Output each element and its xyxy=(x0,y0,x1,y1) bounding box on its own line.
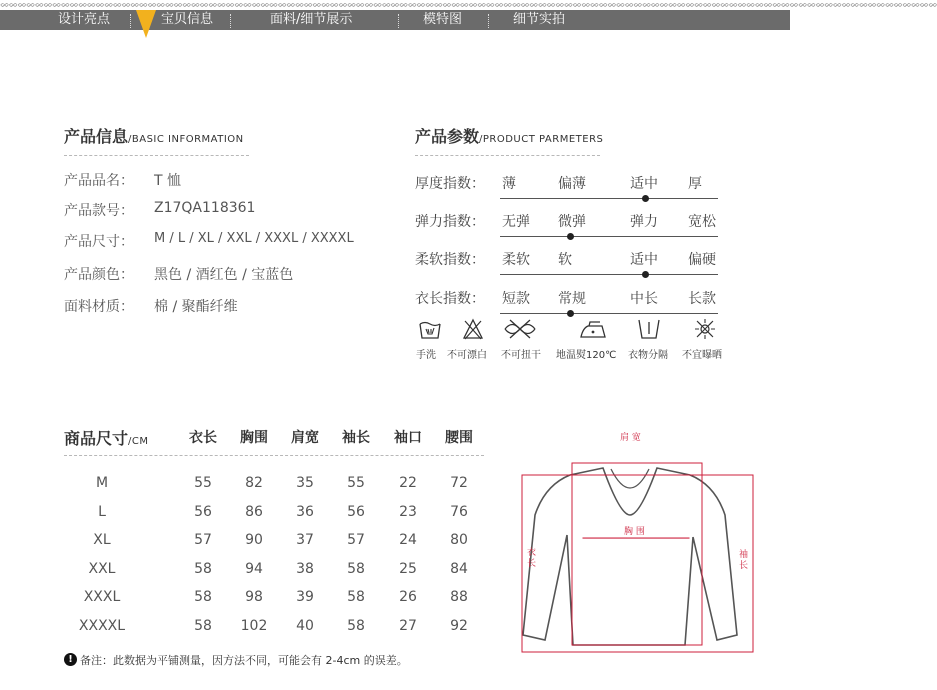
info-row-colors xyxy=(64,264,294,284)
param-option: 弹力 xyxy=(630,214,658,230)
param-scale-line xyxy=(500,313,718,314)
product-info-subtitle: /BASIC INFORMATION xyxy=(128,134,244,145)
column-header: 袖长 xyxy=(342,430,370,446)
table-cell: 94 xyxy=(245,560,263,577)
tab-design-highlights[interactable]: 设计亮点 xyxy=(58,12,111,27)
table-cell: 56 xyxy=(194,503,212,520)
param-option: 厚 xyxy=(688,176,702,192)
tab-detail-photos[interactable]: 细节实拍 xyxy=(513,12,566,27)
shoulder-width-label: 肩 宽 xyxy=(620,433,641,443)
table-cell: 82 xyxy=(245,475,263,491)
param-scale-line xyxy=(500,236,718,237)
param-option: 中长 xyxy=(630,291,658,307)
divider xyxy=(64,155,249,156)
table-cell: 90 xyxy=(245,532,263,548)
info-label: 产品款号： xyxy=(64,203,134,219)
product-info-heading xyxy=(64,124,244,147)
sleeve-length-label: 袖 长 xyxy=(739,550,749,571)
table-cell: 37 xyxy=(296,532,314,548)
tab-product-info[interactable]: 宝贝信息 xyxy=(161,12,214,27)
table-cell: 76 xyxy=(450,503,468,520)
param-option: 偏硬 xyxy=(688,252,716,268)
param-selected-dot xyxy=(642,195,649,202)
info-value: Z17QA118361 xyxy=(154,200,256,216)
info-value: T 恤 xyxy=(154,173,182,189)
param-option: 长款 xyxy=(688,291,716,307)
care-label-separate: 衣物分隔 xyxy=(628,350,668,361)
care-label-no-bleach: 不可漂白 xyxy=(447,350,487,361)
care-icons xyxy=(412,318,732,362)
top-nav-bar xyxy=(0,0,937,30)
table-cell: 98 xyxy=(245,589,263,605)
column-header: 胸围 xyxy=(240,430,268,446)
param-label: 厚度指数： xyxy=(415,176,485,192)
param-option: 薄 xyxy=(502,176,516,192)
param-option: 适中 xyxy=(630,176,658,192)
note-text: 备注：此数据为平铺测量，因方法不同，可能会有 2-4cm 的误差。 xyxy=(80,654,408,667)
product-params-title: 产品参数 xyxy=(415,127,480,146)
iron-icon xyxy=(578,318,608,340)
tab-separator xyxy=(230,14,231,28)
table-cell: 39 xyxy=(296,589,314,605)
size-table-title: 商品尺寸 xyxy=(64,429,129,448)
table-cell: 26 xyxy=(399,589,417,605)
table-cell: 88 xyxy=(450,589,468,605)
table-cell: 86 xyxy=(245,503,263,520)
table-cell: 58 xyxy=(194,617,212,634)
table-cell: 23 xyxy=(399,503,417,520)
separate-icon xyxy=(636,318,662,340)
care-label-no-wring: 不可扭干 xyxy=(501,350,541,361)
table-cell: 92 xyxy=(450,617,468,634)
table-cell: 35 xyxy=(296,475,314,491)
note xyxy=(68,652,408,668)
param-option: 宽松 xyxy=(688,214,716,230)
tab-fabric-details[interactable]: 面料/细节展示 xyxy=(270,12,353,27)
column-header: 腰围 xyxy=(445,430,473,446)
tshirt-size-diagram xyxy=(515,455,760,660)
table-cell: 84 xyxy=(450,560,468,577)
tab-model-photos[interactable]: 模特图 xyxy=(423,12,463,27)
info-row-material xyxy=(64,296,238,316)
table-cell: 58 xyxy=(194,589,212,605)
exclamation-icon: ! xyxy=(64,653,77,666)
info-label: 产品颜色： xyxy=(64,267,134,283)
info-value: 棉 / 聚酯纤维 xyxy=(154,299,238,315)
info-label: 产品尺寸： xyxy=(64,234,134,250)
tab-separator xyxy=(488,14,489,28)
param-option: 软 xyxy=(558,252,572,268)
table-cell: 58 xyxy=(194,560,212,577)
product-info-title: 产品信息 xyxy=(64,127,129,146)
hand-wash-icon xyxy=(418,318,442,340)
table-cell: 36 xyxy=(296,503,314,520)
size-cell: XL xyxy=(93,532,111,548)
table-cell: 24 xyxy=(399,532,417,548)
param-option: 无弹 xyxy=(502,214,530,230)
param-scale-line xyxy=(500,198,718,199)
table-cell: 102 xyxy=(240,617,268,634)
info-value: 黑色 / 酒红色 / 宝蓝色 xyxy=(154,267,294,283)
column-header: 衣长 xyxy=(189,430,217,446)
length-label: 衣 长 xyxy=(527,548,537,569)
table-cell: 56 xyxy=(347,503,365,520)
param-scale-line xyxy=(500,274,718,275)
size-cell: L xyxy=(98,503,106,520)
param-label: 衣长指数： xyxy=(415,291,485,307)
param-selected-dot xyxy=(567,233,574,240)
info-label: 产品品名： xyxy=(64,173,134,189)
size-cell: XXXL xyxy=(83,589,121,605)
table-cell: 25 xyxy=(399,560,417,577)
care-label-iron: 地温熨120℃ xyxy=(556,350,617,361)
care-label-no-sun: 不宜曝晒 xyxy=(682,350,722,361)
size-cell: XXXXL xyxy=(78,617,126,634)
info-row-name xyxy=(64,170,182,190)
table-cell: 72 xyxy=(450,475,468,491)
param-option: 柔软 xyxy=(502,252,530,268)
table-cell: 55 xyxy=(347,475,365,491)
size-table-unit: /CM xyxy=(128,436,149,447)
param-label: 柔软指数： xyxy=(415,252,485,268)
param-label: 弹力指数： xyxy=(415,214,485,230)
divider xyxy=(415,155,600,156)
care-label-hand-wash: 手洗 xyxy=(416,350,436,361)
param-selected-dot xyxy=(567,310,574,317)
no-sun-icon xyxy=(694,318,716,340)
decorative-pattern: ᨖᨖᨖᨖᨖᨖᨖᨖᨖᨖᨖᨖᨖᨖᨖᨖᨖᨖᨖᨖᨖᨖᨖᨖᨖᨖᨖᨖᨖᨖᨖᨖᨖᨖᨖᨖᨖᨖᨖᨖᨖᨖᨖᨖᨖᨖᨖᨖᨖᨖᨖᨖᨖᨖᨖᨖᨖᨖᨖᨖᨖᨖᨖᨖᨖᨖᨖᨖᨖᨖᨖᨖᨖᨖᨖᨖᨖᨖᨖᨖᨖᨖᨖᨖᨖᨖᨖᨖᨖᨖᨖᨖᨖᨖᨖᨖᨖᨖᨖᨖᨖᨖᨖᨖᨖᨖᨖᨖ xyxy=(0,0,937,10)
product-params-subtitle: /PRODUCT PARMETERS xyxy=(479,134,604,145)
no-bleach-icon xyxy=(462,318,484,340)
tab-separator xyxy=(398,14,399,28)
table-cell: 40 xyxy=(296,617,314,634)
table-cell: 27 xyxy=(399,617,417,634)
product-params-heading xyxy=(415,124,603,147)
chest-label: 胸 围 xyxy=(624,527,645,537)
size-table-heading xyxy=(64,426,149,449)
table-cell: 58 xyxy=(347,589,365,605)
param-option: 短款 xyxy=(502,291,530,307)
param-option: 微弹 xyxy=(558,214,586,230)
no-wring-icon xyxy=(502,318,538,340)
table-cell: 55 xyxy=(194,475,212,491)
info-row-sku xyxy=(64,200,256,220)
info-value: M / L / XL / XXL / XXXL / XXXXL xyxy=(154,231,354,246)
param-option: 偏薄 xyxy=(558,176,586,192)
table-cell: 80 xyxy=(450,532,468,548)
param-option: 适中 xyxy=(630,252,658,268)
active-tab-indicator xyxy=(136,10,156,38)
table-cell: 58 xyxy=(347,560,365,577)
table-cell: 38 xyxy=(296,560,314,577)
size-cell: XXL xyxy=(88,560,116,577)
table-cell: 57 xyxy=(347,532,365,548)
size-cell: M xyxy=(95,475,109,491)
table-cell: 58 xyxy=(347,617,365,634)
param-option: 常规 xyxy=(558,291,586,307)
column-header: 袖口 xyxy=(394,430,422,446)
column-header: 肩宽 xyxy=(291,430,319,446)
param-selected-dot xyxy=(642,271,649,278)
info-label: 面料材质： xyxy=(64,299,134,315)
divider xyxy=(64,455,484,456)
info-row-sizes xyxy=(64,231,354,251)
table-cell: 22 xyxy=(399,475,417,491)
table-cell: 57 xyxy=(194,532,212,548)
tab-separator xyxy=(130,14,131,28)
